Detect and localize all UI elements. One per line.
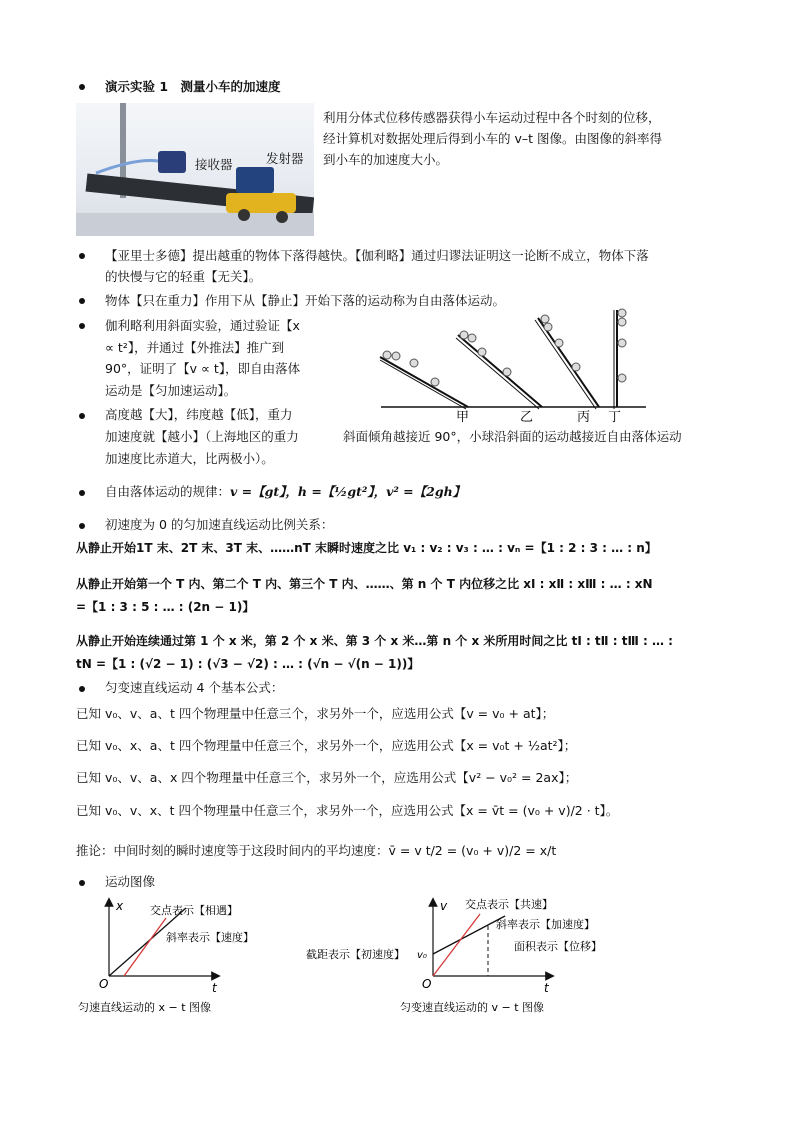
ratio-2a: 从静止开始第一个 T 内、第二个 T 内、第三个 T 内、……、第 n 个 T 内位移之比 xⅠ : xⅡ : xⅢ : … : xN: [76, 577, 653, 591]
xt-slope-label: 斜率表示【速度】: [166, 931, 254, 944]
desc-line: 到小车的加速度大小。: [323, 152, 449, 167]
law-h: h =【½gt²】，: [297, 484, 387, 499]
incline-label: 乙: [520, 410, 534, 425]
bullet: [79, 686, 85, 692]
gravity-line: 加速度比赤道大，比两极小）。: [105, 451, 274, 466]
experiment-photo: [76, 103, 314, 236]
vt-intersect-label: 交点表示【共速】: [465, 898, 553, 911]
incline-label: 甲: [456, 410, 470, 425]
bullet: [79, 523, 85, 529]
gravity-line: 高度越【大】，纬度越【低】，重力: [105, 407, 293, 422]
law-prefix: 自由落体运动的规律：: [105, 484, 231, 499]
vt-line-2: [433, 914, 480, 976]
galileo-line: 90°，证明了【v ∝ t】，即自由落体: [105, 361, 301, 376]
ratio-3a: 从静止开始连续通过第 1 个 x 米，第 2 个 x 米、第 3 个 x 米…第 n 个 x 米所用时间之比 tⅠ : tⅡ : tⅢ : … :: [76, 634, 673, 648]
ratio-title: 初速度为 0 的匀加速直线运动比例关系：: [105, 517, 334, 532]
desc-line: 利用分体式位移传感器获得小车运动过程中各个时刻的位移，: [323, 110, 661, 125]
vt-intercept-label: 截距表示【初速度】: [306, 948, 405, 961]
incline-label: 丙: [577, 410, 591, 425]
incline-caption: 斜面倾角越接近 90°，小球沿斜面的运动越接近自由落体运动: [343, 429, 682, 444]
ratio-1: 从静止开始1T 末、2T 末、3T 末、……nT 末瞬时速度之比 v₁ : v₂ : v₃ : … : vₙ =【1 : 2 : 3 : … : n】: [76, 541, 657, 555]
law-v: v =【gt】，: [230, 484, 298, 499]
desc-line: 经计算机对数据处理后得到小车的 v–t 图像。由图像的斜率得: [323, 131, 662, 146]
law-line: [105, 484, 465, 500]
formulas-title: 匀变速直线运动 4 个基本公式：: [105, 680, 284, 695]
aristotle-line: 的快慢与它的轻重【无关】。: [105, 269, 262, 284]
bullet: [79, 323, 85, 329]
xt-line-2: [124, 918, 166, 976]
aristotle-line: 【亚里士多德】提出越重的物体下落得越快。【伽利略】通过归谬法证明这一论断不成立，物体下落: [105, 248, 649, 263]
bullet: [79, 413, 85, 419]
bullet: [79, 253, 85, 259]
formula-4: 已知 v₀、v、x、t 四个物理量中任意三个，求另外一个，应选用公式【x = v̄t = (v₀ + v)/2 · t】。: [76, 803, 619, 818]
bullet: [79, 298, 85, 304]
formula-3: 已知 v₀、v、a、x 四个物理量中任意三个，求另外一个，应选用公式【v² − v₀² = 2ax】；: [76, 770, 578, 785]
bullet: [79, 490, 85, 496]
section-title: 演示实验 1 测量小车的加速度: [105, 79, 281, 94]
origin-label: O: [99, 977, 109, 991]
xt-intersect-label: 交点表示【相遇】: [150, 904, 238, 917]
galileo-line: 伽利略利用斜面实验，通过验证【x: [105, 318, 300, 333]
vt-area-label: 面积表示【位移】: [514, 940, 602, 953]
receiver-label: 接收器: [195, 157, 233, 172]
ratio-3b: tN =【1 : (√2 − 1) : (√3 − √2) : … : (√n − √(n − 1))】: [76, 657, 420, 671]
incline-label: 丁: [608, 410, 622, 425]
bullet: [79, 84, 85, 90]
axis-y-label: v: [440, 899, 448, 913]
galileo-line: ∝ t²】，并通过【外推法】推广到: [105, 340, 285, 355]
graphs-title: 运动图像: [105, 874, 156, 889]
formula-1: 已知 v₀、v、a、t 四个物理量中任意三个，求另外一个，应选用公式【v = v₀ + at】；: [76, 706, 555, 721]
vt-graph: [300, 896, 620, 1021]
axis-x-label: t: [212, 981, 217, 995]
axis-x-label: t: [544, 981, 549, 995]
inference: 推论：中间时刻的瞬时速度等于这段时间内的平均速度：v̄ = v t/2 = (v₀ + v)/2 = x/t: [76, 843, 557, 858]
emitter-label: 发射器: [266, 151, 304, 166]
vt-caption: 匀变速直线运动的 v − t 图像: [400, 1001, 545, 1014]
gravity-line: 加速度就【越小】（上海地区的重力: [105, 429, 299, 444]
vt-line-1: [433, 916, 505, 954]
xt-graph: [76, 896, 296, 1021]
vt-slope-label: 斜率表示【加速度】: [496, 918, 595, 931]
ratio-2b: =【1 : 3 : 5 : … : (2n − 1)】: [76, 600, 255, 614]
axis-y-label: x: [116, 899, 124, 913]
xt-caption: 匀速直线运动的 x − t 图像: [78, 1001, 212, 1014]
incline-diagram: [376, 305, 651, 425]
origin-label: O: [422, 977, 432, 991]
formula-2: 已知 v₀、x、a、t 四个物理量中任意三个，求另外一个，应选用公式【x = v₀t + ½at²】；: [76, 738, 577, 753]
v0-label: v₀: [417, 950, 427, 961]
law-v2: v² =【2gh】: [386, 484, 466, 499]
freefall-definition: 物体【只在重力】作用下从【静止】开始下落的运动称为自由落体运动。: [105, 293, 506, 308]
bullet: [79, 880, 85, 886]
galileo-line: 运动是【匀加速运动】。: [105, 383, 237, 398]
